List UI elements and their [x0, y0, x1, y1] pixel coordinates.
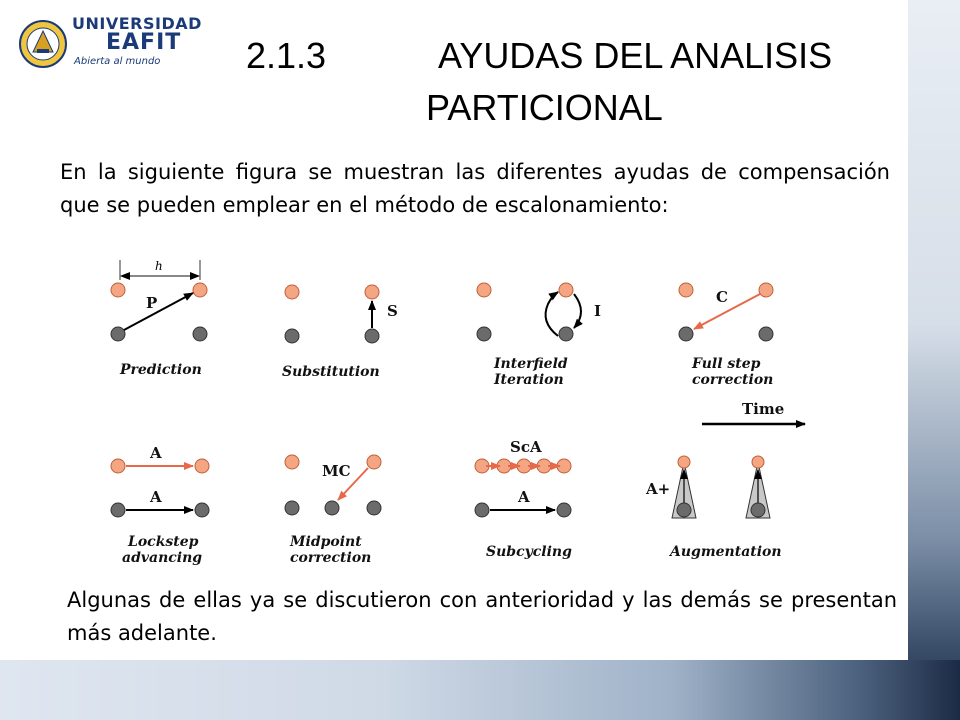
caption-fullstep-2: correction [692, 372, 774, 388]
arrow-label-a-plus: A+ [646, 480, 671, 498]
right-gradient-band [908, 0, 960, 720]
arrow-label-c: C [716, 288, 728, 306]
panel-substitution [282, 285, 398, 380]
caption-prediction: Prediction [120, 362, 202, 378]
caption-lockstep-2: advancing [122, 550, 203, 566]
section-number: 2.1.3 [246, 35, 327, 76]
caption-fullstep-1: Full step [692, 356, 761, 372]
arrow-label-a-sub: A [518, 488, 530, 506]
arrow-label-s: S [387, 302, 398, 320]
time-label: Time [742, 400, 785, 418]
eafit-seal-icon [18, 18, 68, 70]
panel-lockstep-advancing [111, 444, 209, 566]
closing-paragraph: Algunas de ellas ya se discutieron con anterioridad y las demás se presentan más adelante. [67, 588, 897, 645]
logo-tagline: Abierta al mundo [74, 56, 161, 67]
panel-interfield-iteration [477, 283, 601, 388]
intro-paragraph: En la siguiente figura se muestran las diferentes ayudas de compensación que se pueden emplear en el método de escalonamiento: [60, 160, 890, 217]
university-logo [18, 12, 202, 76]
arrow-label-a-bottom: A [150, 488, 162, 506]
title-line-1: AYUDAS DEL ANALISIS [438, 35, 833, 76]
caption-midpoint-2: correction [290, 550, 372, 566]
panel-augmentation [645, 456, 782, 560]
title-line-2: PARTICIONAL [426, 87, 663, 128]
panel-midpoint-correction [285, 455, 381, 566]
staggering-aids-figure [100, 256, 820, 572]
caption-augmentation: Augmentation [670, 544, 782, 560]
caption-lockstep-1: Lockstep [128, 534, 199, 550]
logo-university-text: UNIVERSIDAD [72, 14, 202, 33]
caption-subcycling: Subcycling [486, 544, 572, 560]
panel-prediction [111, 259, 207, 378]
caption-midpoint-1: Midpoint [290, 534, 362, 550]
arrow-label-i: I [594, 302, 602, 320]
caption-interfield-2: Iteration [494, 372, 564, 388]
caption-substitution: Substitution [282, 364, 380, 380]
h-label: h [155, 259, 163, 273]
caption-interfield-1: Interfield [494, 356, 568, 372]
arrow-label-p: P [146, 294, 158, 312]
logo-eafit-text: EAFIT [106, 30, 182, 55]
arrow-label-mc: MC [322, 462, 351, 480]
panel-full-step-correction [679, 283, 773, 388]
bottom-gradient-band [0, 660, 960, 720]
arrow-label-a-top: A [150, 444, 162, 462]
time-arrow [702, 400, 805, 424]
arrow-label-sca: ScA [510, 438, 542, 456]
panel-subcycling [475, 438, 572, 560]
